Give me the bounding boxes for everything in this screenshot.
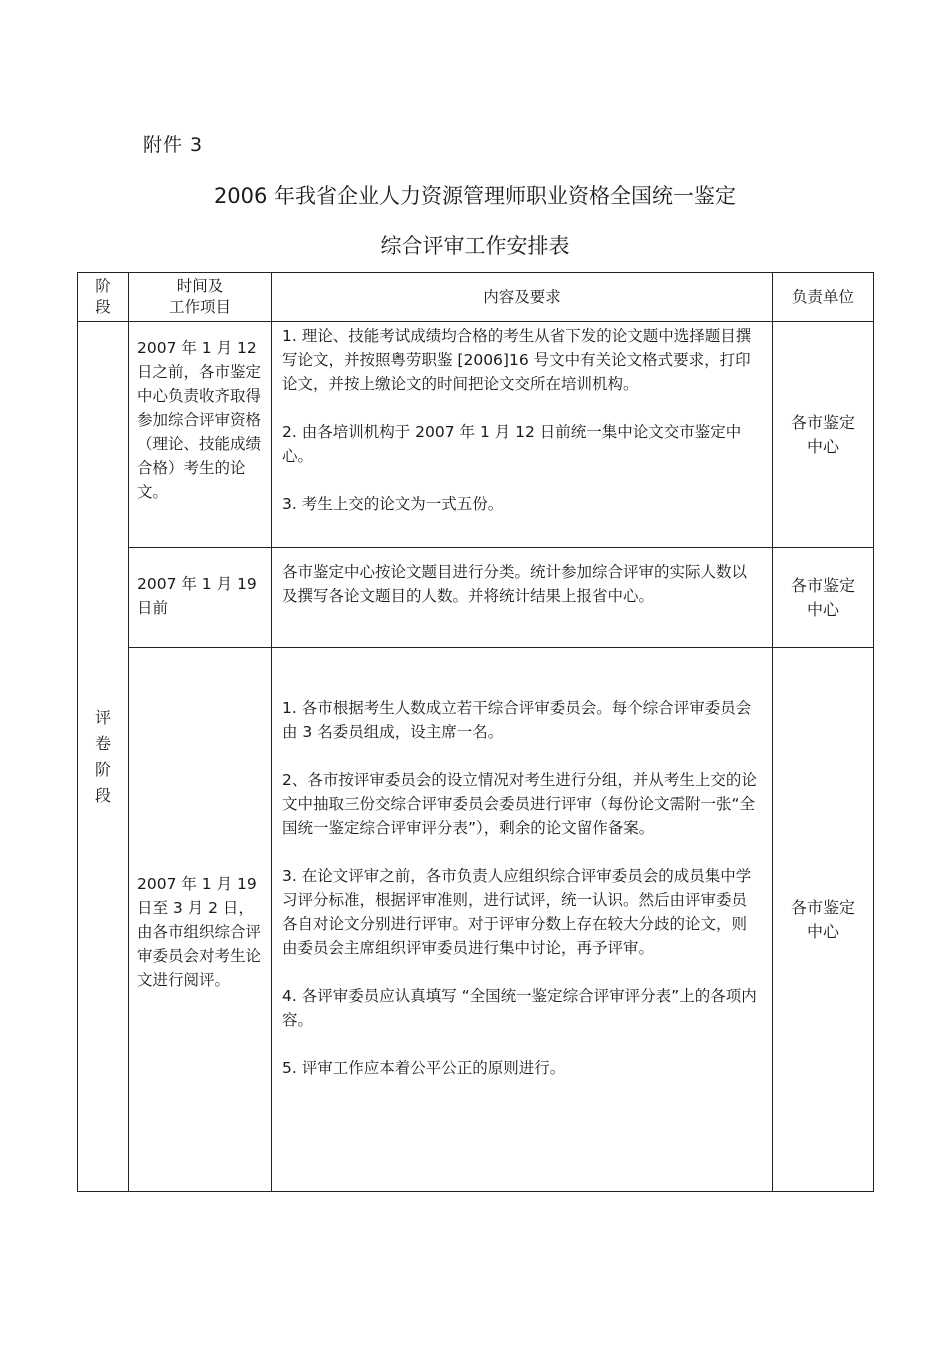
header-time xyxy=(129,273,272,322)
unit-cell xyxy=(773,322,874,548)
unit-cell xyxy=(773,648,874,1192)
time-cell: 2007 年 1 月 12 日之前，各市鉴定中心负责收齐取得参加综合评审资格（理论、技能成绩合格）考生的论文。 xyxy=(129,322,272,548)
content-item: 2. 由各培训机构于 2007 年 1 月 12 日前统一集中论文交市鉴定中心。 xyxy=(282,423,742,465)
unit-line1: 各市鉴定 xyxy=(790,412,855,432)
time-cell: 2007 年 1 月 19 日前 xyxy=(129,548,272,648)
table-header-row xyxy=(78,273,874,322)
unit-line2: 中心 xyxy=(806,921,839,941)
header-unit: 负责单位 xyxy=(773,273,874,322)
content-item: 3. 考生上交的论文为一式五份。 xyxy=(282,495,504,513)
content-item: 各市鉴定中心按论文题目进行分类。统计参加综合评审的实际人数以及撰写各论文题目的人数。并将统计结果上报省中心。 xyxy=(282,563,748,605)
content-cell xyxy=(272,322,773,548)
content-item: 2、各市按评审委员会的设立情况对考生进行分组，并从考生上交的论文中抽取三份交综合评审委员会委员进行评审（每份论文需附一张“全国统一鉴定综合评审评分表”），剩余的论文留作备案。 xyxy=(282,771,757,837)
header-time-line1: 时间及 xyxy=(176,277,224,295)
content-item: 4. 各评审委员应认真填写 “全国统一鉴定综合评审评分表”上的各项内容。 xyxy=(282,987,757,1029)
table-row xyxy=(78,322,874,548)
content-item: 1. 理论、技能考试成绩均合格的考生从省下发的论文题中选择题目撰写论文，并按照粤劳职鉴 [2006]16 号文中有关论文格式要求，打印论文，并按上缴论文的时间把论文交所在培训机构。 xyxy=(282,327,752,393)
attachment-label: 附件 3 xyxy=(143,134,204,156)
content-item: 1. 各市根据考生人数成立若干综合评审委员会。每个综合评审委员会由 3 名委员组成，设主席一名。 xyxy=(282,699,752,741)
header-time-line2: 工作项目 xyxy=(168,298,231,316)
document-subtitle: 综合评审工作安排表 xyxy=(380,234,570,258)
header-content: 内容及要求 xyxy=(272,273,773,322)
header-stage xyxy=(78,273,129,322)
unit-cell xyxy=(773,548,874,648)
unit-line1: 各市鉴定 xyxy=(790,575,855,595)
content-cell xyxy=(272,548,773,648)
unit-line2: 中心 xyxy=(806,436,839,456)
document-title: 2006 年我省企业人力资源管理师职业资格全国统一鉴定 xyxy=(213,184,737,208)
table-row xyxy=(78,548,874,648)
stage-cell xyxy=(78,322,129,1192)
content-item: 3. 在论文评审之前，各市负责人应组织综合评审委员会的成员集中学习评分标准，根据评审准则，进行试评，统一认识。然后由评审委员各自对论文分别进行评审。对于评审分数上存在较大分歧的论文，则由委员会主席组织评审委员进行集中讨论，再予评审。 xyxy=(282,867,752,957)
unit-line1: 各市鉴定 xyxy=(790,897,855,917)
table-row xyxy=(78,648,874,1192)
schedule-table xyxy=(77,272,874,1192)
header-stage-line1: 阶 xyxy=(95,277,111,295)
content-item: 5. 评审工作应本着公平公正的原则进行。 xyxy=(282,1059,566,1077)
content-cell xyxy=(272,648,773,1192)
unit-line2: 中心 xyxy=(806,599,839,619)
time-cell: 2007 年 1 月 19 日至 3 月 2 日，由各市组织综合评审委员会对考生论文进行阅评。 xyxy=(129,648,272,1192)
stage-label: 评卷阶段 xyxy=(95,707,112,805)
header-stage-line2: 段 xyxy=(95,298,111,316)
